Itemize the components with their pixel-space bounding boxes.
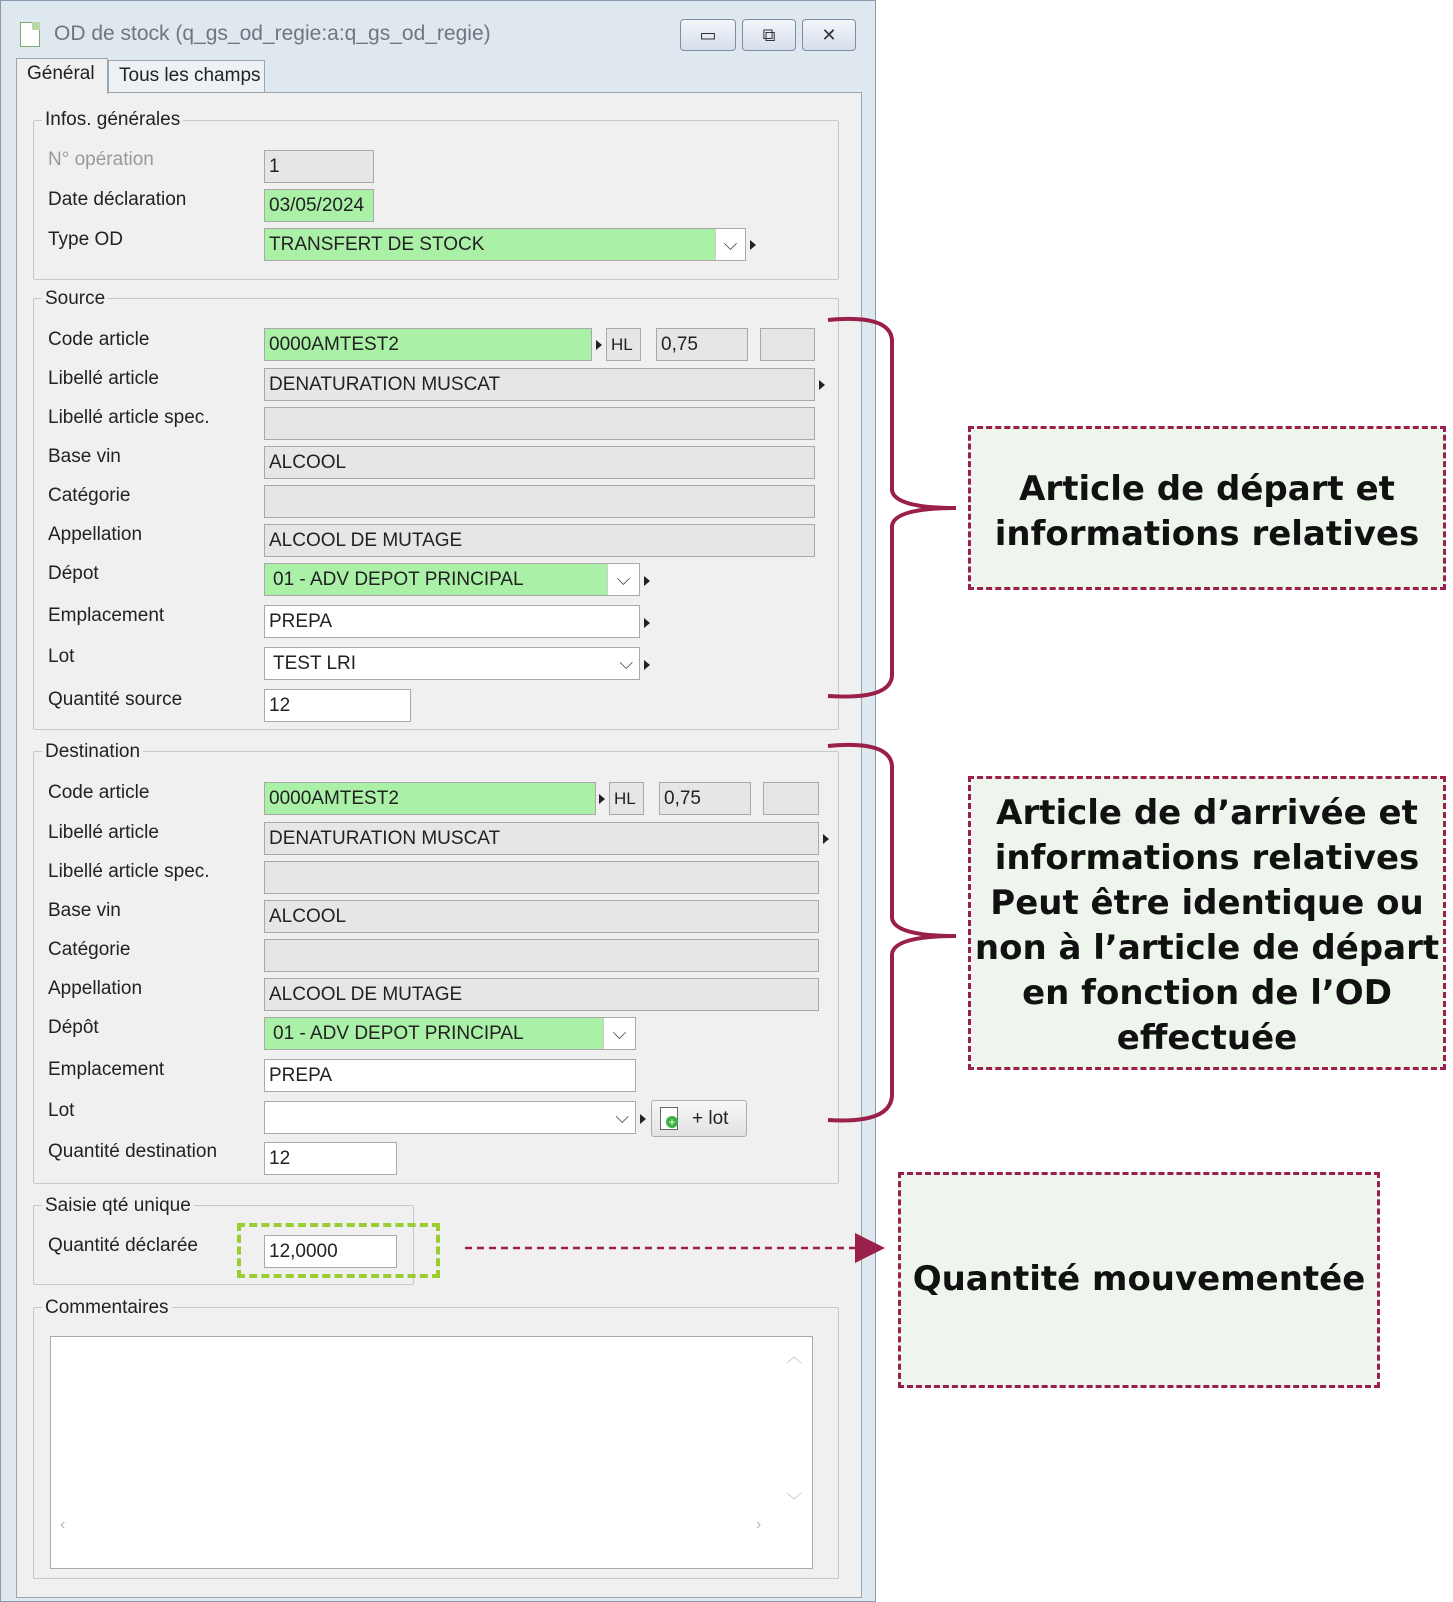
new-document-icon: + bbox=[660, 1107, 678, 1130]
operation-number-field: 1 bbox=[264, 150, 374, 183]
source-categorie-label: Catégorie bbox=[48, 485, 131, 506]
dest-base-vin-label: Base vin bbox=[48, 900, 121, 921]
source-lot-label: Lot bbox=[48, 646, 75, 667]
dest-base-vin-field: ALCOOL bbox=[264, 900, 819, 933]
date-declaration-field[interactable]: 03/05/2024 bbox=[264, 189, 374, 222]
dest-libelle-label: Libellé article bbox=[48, 822, 159, 843]
dest-unit-field: HL bbox=[609, 782, 644, 815]
tab-general[interactable]: Général bbox=[16, 58, 108, 94]
source-qty-unit-field: 0,75 bbox=[656, 328, 748, 361]
source-quantite-label: Quantité source bbox=[48, 689, 183, 710]
dest-libelle-field: DENATURATION MUSCAT bbox=[264, 822, 819, 855]
operation-label: N° opération bbox=[48, 149, 154, 170]
source-appellation-label: Appellation bbox=[48, 524, 143, 545]
source-base-vin-field: ALCOOL bbox=[264, 446, 815, 479]
source-quantite-field[interactable]: 12 bbox=[264, 689, 411, 722]
source-depot-value: 01 - ADV DEPOT PRINCIPAL bbox=[273, 569, 524, 590]
dest-depot-label: Dépôt bbox=[48, 1017, 99, 1038]
destination-bracket bbox=[828, 745, 956, 1121]
infos-generales-title: Infos. générales bbox=[42, 109, 183, 131]
source-title: Source bbox=[42, 288, 108, 310]
destination-title: Destination bbox=[42, 741, 143, 763]
dest-quantite-field[interactable]: 12 bbox=[264, 1142, 397, 1175]
destination-annotation: Article de d’arrivée et informations relatives Peut être identique ou non à l’article de départ en fonction de l’OD effectuée bbox=[968, 776, 1446, 1070]
chevron-down-icon[interactable]: ⌵ bbox=[607, 564, 639, 595]
minimize-button[interactable]: ▭ bbox=[680, 19, 736, 51]
source-libelle-field: DENATURATION MUSCAT bbox=[264, 368, 815, 401]
dest-depot-value: 01 - ADV DEPOT PRINCIPAL bbox=[273, 1023, 524, 1044]
source-appellation-field: ALCOOL DE MUTAGE bbox=[264, 524, 815, 557]
source-emplacement-label: Emplacement bbox=[48, 605, 165, 626]
saisie-quantite-field[interactable]: 12,0000 bbox=[264, 1235, 397, 1268]
dest-quantite-label: Quantité destination bbox=[48, 1141, 218, 1162]
source-emplacement-field[interactable]: PREPA bbox=[264, 605, 640, 638]
quantity-annotation: Quantité mouvementée bbox=[898, 1172, 1380, 1388]
dest-libelle-spec-label: Libellé article spec. bbox=[48, 861, 210, 882]
scroll-down-icon[interactable]: ﹀ bbox=[786, 1493, 803, 1510]
source-annotation: Article de départ et informations relatives bbox=[968, 426, 1446, 590]
type-od-label: Type OD bbox=[48, 229, 123, 250]
scroll-left-icon[interactable]: ‹ bbox=[60, 1516, 66, 1533]
saisie-title: Saisie qté unique bbox=[42, 1195, 194, 1217]
dest-appellation-field: ALCOOL DE MUTAGE bbox=[264, 978, 819, 1011]
saisie-quantite-label: Quantité déclarée bbox=[48, 1235, 198, 1256]
scroll-right-icon[interactable]: › bbox=[756, 1516, 762, 1533]
add-lot-label: + lot bbox=[692, 1108, 729, 1129]
dest-categorie-label: Catégorie bbox=[48, 939, 131, 960]
date-label: Date déclaration bbox=[48, 189, 187, 210]
chevron-down-icon[interactable]: ⌵ bbox=[615, 1107, 629, 1127]
chevron-down-icon[interactable]: ⌵ bbox=[715, 229, 745, 260]
dest-code-article-label: Code article bbox=[48, 782, 150, 803]
window-title: OD de stock (q_gs_od_regie:a:q_gs_od_regie) bbox=[54, 22, 491, 45]
dest-code-article-field[interactable]: 0000AMTEST2 bbox=[264, 782, 596, 815]
maximize-button[interactable]: ⧉ bbox=[742, 19, 796, 51]
dest-lot-label: Lot bbox=[48, 1100, 75, 1121]
source-lot-value: TEST LRI bbox=[273, 653, 357, 674]
dest-emplacement-label: Emplacement bbox=[48, 1059, 165, 1080]
source-base-vin-label: Base vin bbox=[48, 446, 121, 467]
close-button[interactable]: ✕ bbox=[802, 19, 856, 51]
tab-all-fields[interactable]: Tous les champs bbox=[108, 60, 265, 94]
chevron-down-icon[interactable]: ⌵ bbox=[603, 1018, 635, 1049]
source-unit-field: HL bbox=[606, 328, 641, 361]
dest-qty-unit-field: 0,75 bbox=[659, 782, 751, 815]
dest-emplacement-field[interactable]: PREPA bbox=[264, 1059, 636, 1092]
source-libelle-label: Libellé article bbox=[48, 368, 159, 389]
source-code-article-label: Code article bbox=[48, 329, 150, 350]
dest-appellation-label: Appellation bbox=[48, 978, 143, 999]
source-bracket bbox=[828, 319, 956, 697]
source-code-article-field[interactable]: 0000AMTEST2 bbox=[264, 328, 592, 361]
chevron-down-icon[interactable]: ⌵ bbox=[619, 653, 633, 673]
source-depot-label: Dépot bbox=[48, 563, 99, 584]
scroll-up-icon[interactable]: ︿ bbox=[786, 1349, 803, 1366]
type-od-value: TRANSFERT DE STOCK bbox=[269, 234, 485, 255]
commentaires-title: Commentaires bbox=[42, 1297, 172, 1319]
source-libelle-spec-label: Libellé article spec. bbox=[48, 407, 210, 428]
